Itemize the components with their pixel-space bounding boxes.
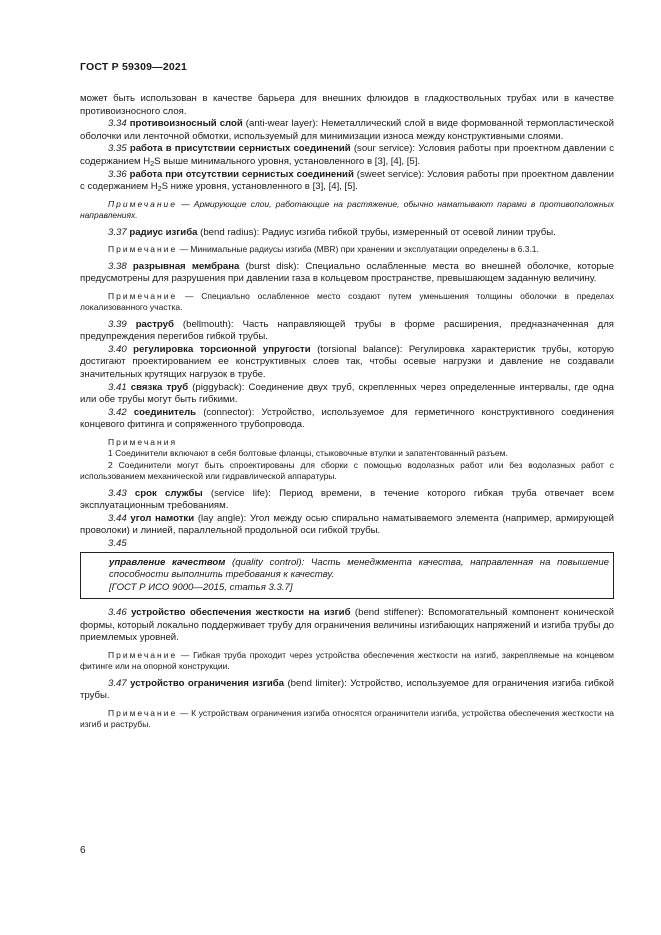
term-3-37: 3.37 радиус изгиба (bend radius): Радиус изгиба гибкой трубы, измеренный от осевой линии трубы. [108, 226, 556, 238]
paragraph-continuation: может быть использован в качестве барьера для внешних флюидов в гладкоствольных трубах или в качестве противоизносного слоя. [80, 93, 614, 117]
term-3-36: 3.36 работа при отсутствии сернистых соединений (sweet service): Условия работы при проектном давлении с содержанием $H_2S$ ниже уровня, установленного в [3], [4], [5]. [80, 168, 614, 194]
term-3-43: 3.43 срок службы (service life): Период времени, в течение которого гибкая труба отвечает всем эксплуатационным требованиям. [80, 487, 615, 512]
term-3-45-number: 3.45 [108, 537, 127, 549]
standard-header: ГОСТ Р 59309—2021 [80, 61, 188, 73]
term-3-39: 3.39 раструб (bellmouth): Часть направляющей трубы в форме расширения, предназначенная для предупреждения перегибов гибкой трубы. [80, 318, 614, 343]
term-3-44: 3.44 угол намотки (lay angle): Угол между осью спирально наматываемого элемента (например, армирующей проволоки) и линией, параллельной продольной оси гибкой трубы. [80, 512, 614, 537]
document-body [80, 93, 614, 736]
term-3-42: 3.42 соединитель (connector): Устройство, используемое для герметичного конструктивного соединения концевого фитинга и сопряженного трубопровода. [80, 406, 615, 431]
term-3-40: 3.40 регулировка торсионной упругости (torsional balance): Регулировка характеристик трубы, которую достигают проектированием ее конструктивных слоев так, чтобы осевые нагрузки и давление не создавали значительных крутящих нагрузок в трубе. [80, 343, 614, 380]
notes-3-42 [80, 437, 614, 483]
term-3-38: 3.38 разрывная мембрана (burst disk): Специально ослабленные места во внешней оболочке, которые предусмотрены для разрушения при давлении газа в кольцевом пространстве, превышающем заданную величину. [80, 260, 614, 285]
note-item-2: 2 Соединители могут быть спроектированы для сборки с помощью водолазных работ или без водолазных работ с использованием механической или гидравлической аппаратуры. [80, 459, 614, 482]
term-3-41: 3.41 связка труб (piggyback): Соединение двух труб, скрепленных через определенные интервалы, где одна или обе трубы могут быть гибкими. [80, 381, 614, 406]
term-3-46: 3.46 устройство обеспечения жесткости на изгиб (bend stiffener): Вспомогательный компонент конической формы, который локально поддерживает трубу для ограничения величины изгибающих напряжений и изгиба трубы до приемлемых уровней. [80, 607, 614, 644]
note-3-37: Примечание — Минимальные радиусы изгиба (MBR) при хранении и эксплуатации определены в 6.3.1. [108, 244, 539, 255]
note-3-46: Примечание — Гибкая труба проходит через устройства обеспечения жесткости на изгиб, закрепляемые на концевом фитинге или на опорной конструкции. [80, 650, 614, 672]
term-3-45: управление качеством [109, 556, 226, 568]
quoted-definition-box: управление качеством (quality control): Часть менеджмента качества, направленная на повышение способности выполнить требования к качеству. [ГОСТ Р ИСО 9000—2015, статья 3.3.7] [80, 552, 614, 600]
term-3-34: 3.34 противоизносный слой (anti-wear layer): Неметаллический слой в виде формованной термопластической оболочки или ленточной обмотки, используемый для минимизации износа между конструктивными слоями. [80, 118, 614, 142]
note-3-47: Примечание — К устройствам ограничения изгиба относятся ограничители изгиба, устройства обеспечения жесткости на изгиб и раструбы. [80, 708, 614, 730]
page-number: 6 [80, 845, 86, 856]
note-3-38: Примечание — Специально ослабленное место создают путем уменьшения толщины оболочки в пределах локализованного участка. [80, 290, 614, 313]
notes-label: Примечания [108, 436, 178, 447]
term-3-47: 3.47 устройство ограничения изгиба (bend limiter): Устройство, используемое для ограничения изгиба гибкой трубы. [80, 677, 614, 702]
note-3-36: Примечание — Армирующие слои, работающие на растяжение, обычно наматывают парами в противоположных направлениях. [80, 198, 614, 221]
term-3-35: 3.35 работа в присутствии сернистых соединений (sour service): Условия работы при проектном давлении с содержанием $H_2S$ выше минимального уровня, установленного в [3], [4], [5]. [80, 143, 614, 168]
source-reference: [ГОСТ Р ИСО 9000—2015, статья 3.3.7] [109, 581, 293, 593]
note-item-1: 1 Соединители включают в себя болтовые фланцы, стыковочные втулки и запатентованный разъем. [108, 448, 508, 459]
